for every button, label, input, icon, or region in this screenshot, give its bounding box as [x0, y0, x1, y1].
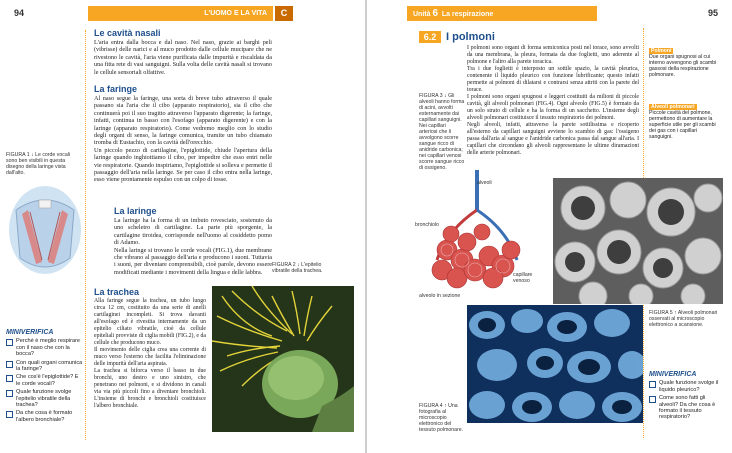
- page-number-right: 95: [707, 8, 718, 18]
- label-alveolo-sezione: alveolo in sezione: [419, 293, 461, 299]
- section-text-faringe: Al naso segue la faringe, una sorta di breve tubo attraverso il quale passano sia l'aria che il cibo (apparato respiratorio), sia il cibo che continuerà poi il suo tragitto attraverso l'apparato digerente; la faringe, infatti, continua in basso con l'esofago (apparato digerente) e con la laringe (apparato respiratorio). Come vedremo meglio con lo studio degli organi di senso, la faringe comunica, tramite un tubo chiamato tromba di Eustachio, con la cavità dell'orecchio. Un piccolo pezzo di cartilagine, l'epiglottide, chiude l'apertura della laringe quando inghiottiamo il cibo, per impedire che esso entri nelle vie respiratorie. Quando inspiriamo, l'epiglottide si solleva e permette il passaggio dell'aria nella laringe. Se per caso il cibo entra nella laringe, esso viene prontamente espulso con un colpo di tosse.: [94, 95, 272, 184]
- miniverifica-right: [649, 372, 725, 421]
- checkbox-q1[interactable]: [6, 339, 13, 346]
- question-left-2[interactable]: Con quali organi comunica la faringe?: [6, 360, 84, 373]
- question-right-1[interactable]: Quale funzione svolge il liquido pleurico?: [649, 380, 725, 393]
- left-column-rule: [85, 30, 86, 440]
- larynx-illustration: [6, 180, 84, 280]
- checkbox-q3[interactable]: [6, 375, 13, 382]
- fig5-caption: FIGURA 5 ↑ Alveoli polmonari osservati al microscopio elettronico a scansione.: [649, 310, 718, 328]
- question-left-3[interactable]: Che cos'è l'epiglottide? E le corde vocali?: [6, 374, 84, 387]
- right-header: Unità 6 La respirazione: [407, 6, 597, 21]
- label-bronchiolo: bronchiolo: [415, 222, 439, 228]
- checkbox-q5[interactable]: [6, 411, 13, 418]
- section-text-laringe: La laringe ha la forma di un imbuto rovesciato, sostenuto da uno scheletro di cartilagine. La parte più sporgente, la cartilagine tiroidea, corrisponde nell'uomo al cosiddetto pomo di Adamo. Nella laringe si trovano le corde vocali (FIG.1), due membrane che vibrano al passaggio dell'aria e producono i suoni. Tuttavia i suoni, per diventare comprensibili, cioè parole, devono essere modificati mediante i movimenti della lingua e delle labbra.: [114, 217, 272, 276]
- section-title-nasali: Le cavità nasali: [94, 28, 161, 38]
- section-title-trachea: La trachea: [94, 287, 140, 297]
- question-left-4[interactable]: Quale funzione svolge l'epitelio vibratile della trachea?: [6, 389, 84, 408]
- right-page: [367, 0, 732, 453]
- checkbox-r2[interactable]: [649, 396, 656, 403]
- checkbox-q2[interactable]: [6, 361, 13, 368]
- checkbox-q4[interactable]: [6, 390, 13, 397]
- label-capillare: capillare venoso: [513, 272, 533, 284]
- left-page: [0, 0, 365, 453]
- fig3-caption: FIGURA 3 ↓ Gli alveoli hanno forma di acini, avvolti esternamente dai capillari sanguigni. Nei capillari arteriosi che li avvolgono scorre sangue ricco di anidride carbonica; nei capillari venosi scorre sangue ricco di ossigeno.: [419, 93, 465, 171]
- section-title: I polmoni: [446, 31, 495, 43]
- miniverifica-left-title: MINIVERIFICA: [6, 329, 54, 336]
- left-header: L'UOMO E LA VITA: [88, 6, 273, 21]
- question-left-5[interactable]: Da che cosa è formato l'albero bronchiale?: [6, 410, 84, 423]
- note-alveoli: Alveoli polmonari Piccole cavità del polmone, permettono di aumentare la superficie utile per gli scambi dei gas con i capillari sanguigni.: [649, 104, 716, 140]
- miniverifica-left: [6, 330, 84, 423]
- section-title-laringe: La laringe: [114, 206, 157, 216]
- miniverifica-right-title: MINIVERIFICA: [649, 371, 697, 378]
- page-number-left: 94: [14, 8, 25, 18]
- section-text-nasali: L'aria entra dalla bocca e dal naso. Nel naso, grazie ai barghi peli (vibrisse) delle narici e al muco prodotto dalle cellule mucipare che ne rivestono le cavità, l'aria viene purificata dalle impurità e riscaldata da una fitta rete di vasi sanguigni. Sulla volta delle cavità nasali si trovano le cellule sensoriali olfattive.: [94, 39, 272, 76]
- alveoli-sem-photo: [553, 178, 723, 304]
- section-text-trachea: Alla faringe segue la trachea, un tubo lungo circa 12 cm, costituito da una serie di anelli cartilaginei incompleti. Si trova davanti all'esofago ed è rivestita internamente da un epitelio ciliato vibratile, cioè da cellule epiteliali provviste di ciglia mobili (FIG.2), e da cellule che producono muco. Il movimento delle ciglia crea una corrente di muco verso l'esterno che facilita l'eliminazione delle impurità dell'aria aspirata. La trachea si biforca verso il basso in due bronchi, uno destro e uno sinistro, che penetrano nei polmoni, e si dividono in canali via via più piccoli fino a diventare bronchioli. L'insieme di bronchi e bronchioli costituisce l'albero bronchiale.: [94, 298, 206, 409]
- polmoni-body: I polmoni sono organi di forma semiconica posti nel torace, sono avvolti da una membrana, la pleura, formata da due foglietti, uno aderente al polmone e l'altro alla parete toracica. Tra i due foglietti è interposto un sottile spazio, la cavità pleurica, contenente il liquido pleurico con funzione lubrificante; questo infatti permette ai polmoni di dilatarsi e contrarsi senza attriti con la parete del torace. I polmoni sono organi spugnosi e leggeri costituiti da milioni di piccole cavità, gli alveoli polmonari (FIG.4). Ogni alveolo (FIG.5) è formato da un solo strato di cellule e ha la forma di un sacchetto. L'insieme degli alveoli polmonari costituisce il tessuto respiratorio dei polmoni. Negli alveoli, infatti, attraverso la parete sottilissima e ricoperto all'esterno da capillari sanguigni avviene lo scambio di gas: l'ossigeno passa dall'aria al sangue e l'anidride carbonica passa dal sangue all'aria. I capillari che circondano gli alveoli rappresentano le ultime diramazioni delle arterie polmonari.: [467, 45, 639, 156]
- fig2-caption: FIGURA 2 ↓ L'epitelio vibratile della trachea.: [272, 262, 323, 274]
- question-left-1[interactable]: Perché è meglio respirare con il naso che con la bocca?: [6, 338, 84, 357]
- section-title-bar: [419, 31, 549, 43]
- label-alveoli: alveoli: [477, 180, 492, 186]
- trachea-epithelium-photo: [212, 286, 354, 432]
- lung-tissue-photo: [467, 305, 643, 423]
- checkbox-r1[interactable]: [649, 381, 656, 388]
- section-title-faringe: La faringe: [94, 84, 138, 94]
- note-polmoni: Polmoni Due organi spugnosi al cui interno avvengono gli scambi gassosi della respirazione polmonare.: [649, 48, 717, 78]
- section-number: 6.2: [419, 31, 441, 43]
- fig1-caption: FIGURA 1 ↓ Le corde vocali sono ben visibili in questa disegno della laringe vista dall'alto.: [6, 152, 71, 176]
- fig4-caption: FIGURA 4 ↑ Una fotografia al microscopio elettronico del tessuto polmonare.: [419, 403, 464, 433]
- chapter-letter: C: [275, 6, 293, 21]
- question-right-2[interactable]: Come sono fatti gli alveoli? Da che cosa è formato il tessuto respiratorio?: [649, 395, 725, 421]
